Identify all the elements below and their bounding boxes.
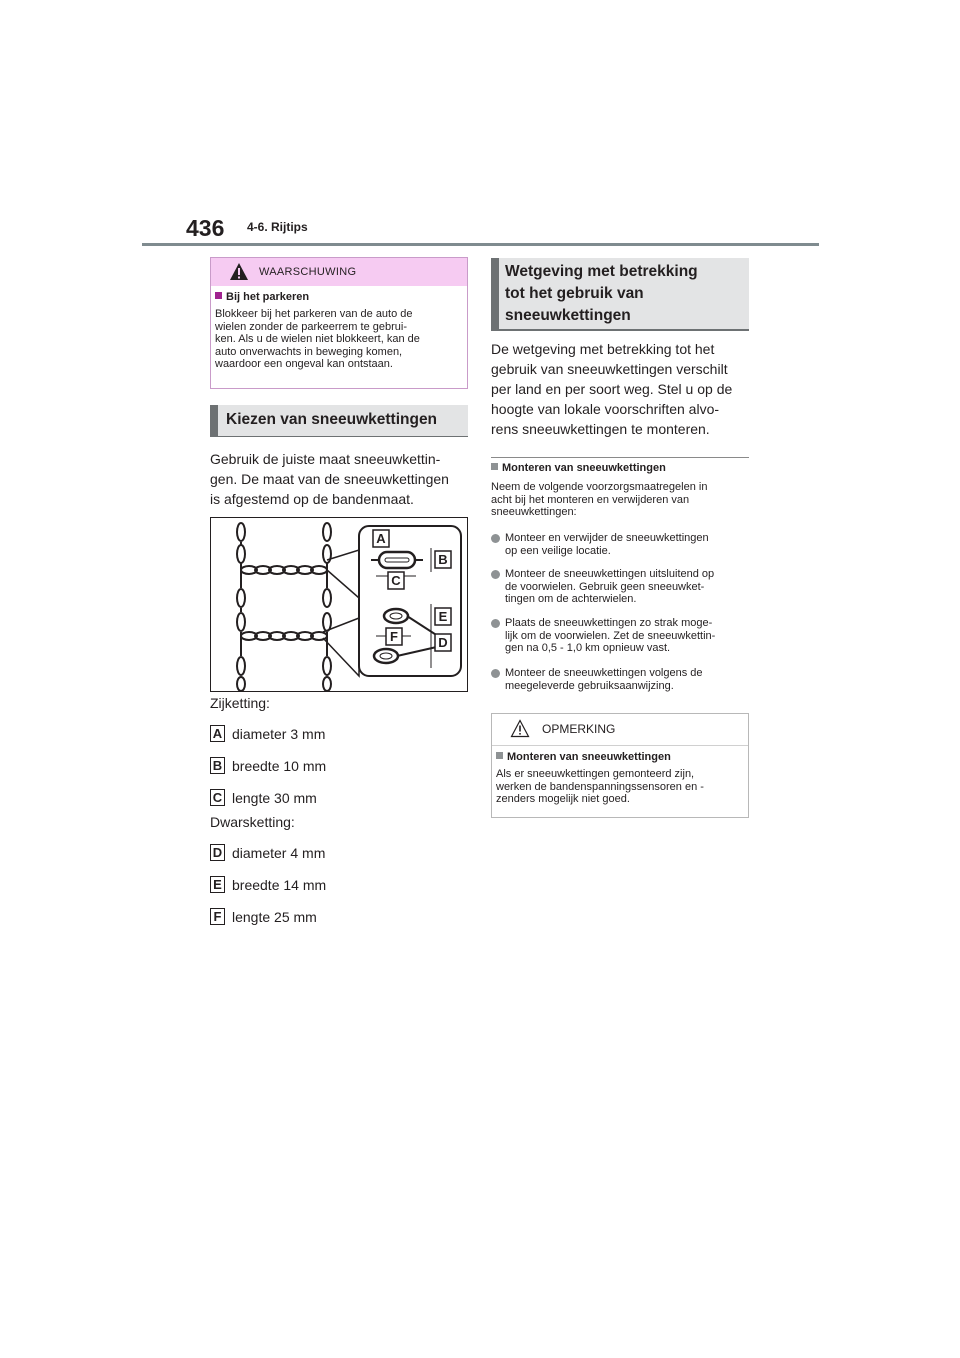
letter-box-a: A [210, 725, 225, 742]
list-item [491, 667, 753, 692]
warning-line: wielen zonder de parkeerrem te gebrui- [215, 320, 407, 333]
cross-chain-label: Dwarsketting: [210, 814, 295, 830]
legislation-paragraph [491, 339, 753, 439]
bullet-line: lijk om de voorwielen. Zet de sneeuwkettin- [505, 629, 716, 642]
figure-label-c: C [391, 573, 401, 588]
bullet-line: tingen om de achterwielen. [505, 593, 637, 605]
letter-box-c: C [210, 789, 225, 806]
header-rule [142, 243, 819, 246]
chain-size-paragraph [210, 449, 472, 509]
bullet-line: Monteer de sneeuwkettingen uitsluitend op [505, 568, 715, 580]
bullet-line: meegeleverde gebruiksaanwijzing. [505, 679, 674, 692]
note-subtitle: Monteren van sneeuwkettingen [507, 751, 671, 763]
letter-box-f: F [210, 908, 225, 925]
bullet-dot-icon [491, 669, 500, 678]
spec-text: diameter 4 mm [232, 845, 326, 861]
note-box [491, 713, 749, 818]
note-line: werken de bandenspanningssensoren en - [496, 780, 704, 793]
warning-subtitle: Bij het parkeren [226, 291, 310, 303]
paragraph-line: Gebruik de juiste maat sneeuwkettin- [210, 451, 441, 467]
letter-box-d: D [210, 844, 225, 861]
note-header [492, 714, 748, 746]
figure-label-b: B [438, 552, 448, 567]
intro-line: Neem de volgende voorzorgsmaatregelen in [491, 481, 708, 493]
paragraph-line: hoogte van lokale voorschriften alvo- [491, 401, 720, 417]
warning-title: WAARSCHUWING [259, 266, 357, 278]
heading-line: tot het gebruik van [505, 285, 644, 302]
paragraph-line: gen. De maat van de sneeuwkettingen [210, 471, 449, 487]
spec-text: breedte 14 mm [232, 877, 327, 893]
mounting-section [491, 462, 753, 519]
bullet-dot-icon [491, 619, 500, 628]
heading-legislation [491, 258, 749, 331]
side-chain-label: Zijketting: [210, 695, 270, 711]
bullet-dot-icon [491, 570, 500, 579]
heading-line: sneeuwkettingen [505, 307, 631, 324]
note-line: Als er sneeuwkettingen gemonteerd zijn, [496, 768, 695, 780]
warning-line: Blokkeer bij het parkeren van de auto de [215, 308, 413, 320]
figure-label-a: A [376, 531, 386, 546]
paragraph-line: per land en per soort weg. Stel u op de [491, 381, 733, 397]
warning-text [215, 308, 463, 371]
spec-text: breedte 10 mm [232, 758, 327, 774]
heading-line: Wetgeving met betrekking [505, 263, 698, 280]
mounting-subtitle-row [491, 462, 753, 474]
caution-outline-icon [510, 719, 530, 738]
warning-triangle-icon [229, 262, 249, 281]
square-bullet-icon [496, 752, 503, 759]
list-item [491, 568, 753, 606]
page-number: 436 [186, 215, 225, 241]
square-bullet-icon [215, 292, 222, 299]
cross-chain-bottom [241, 632, 327, 640]
bullet-line: Monteer de sneeuwkettingen volgens de [505, 667, 703, 679]
note-text [496, 768, 744, 806]
warning-line: waardoor een ongeval kan ontstaan. [215, 358, 393, 370]
mounting-intro [491, 481, 753, 519]
heading-chain-selection: Kiezen van sneeuwkettingen [210, 405, 468, 437]
warning-header [211, 258, 467, 286]
figure-label-d: D [438, 635, 448, 650]
intro-line: sneeuwkettingen: [491, 506, 577, 518]
list-item [491, 532, 753, 557]
snow-chain-figure [210, 517, 468, 692]
paragraph-line: gebruik van sneeuwkettingen verschilt [491, 361, 728, 377]
square-bullet-icon [491, 463, 498, 470]
bullet-dot-icon [491, 534, 500, 543]
figure-label-e: E [438, 609, 448, 624]
side-chain-left [237, 523, 245, 691]
divider [491, 457, 749, 458]
section-reference: 4-6. Rijtips [247, 220, 308, 234]
paragraph-line: De wetgeving met betrekking tot het [491, 341, 715, 357]
spec-text: lengte 25 mm [232, 909, 317, 925]
note-subtitle-row [496, 751, 744, 763]
bullet-line: Plaats de sneeuwkettingen zo strak moge- [505, 617, 713, 629]
warning-box [210, 257, 468, 389]
note-line: zenders mogelijk niet goed. [496, 793, 630, 805]
intro-line: acht bij het monteren en verwijderen van [491, 493, 690, 506]
letter-box-b: B [210, 757, 225, 774]
bullet-line: gen na 0,5 - 1,0 km opnieuw vast. [505, 642, 671, 654]
letter-box-e: E [210, 876, 225, 893]
spec-text: lengte 30 mm [232, 790, 317, 806]
list-item [491, 617, 753, 655]
figure-label-f: F [390, 629, 398, 644]
paragraph-line: is afgestemd op de bandenmaat. [210, 491, 414, 507]
bullet-line: de voorwielen. Gebruik geen sneeuwket- [505, 580, 705, 593]
warning-line: ken. Als u de wielen niet blokkeert, kan de [215, 333, 420, 345]
note-title: OPMERKING [542, 722, 616, 736]
bullet-line: op een veilige locatie. [505, 544, 611, 557]
side-chain-right [323, 523, 331, 691]
warning-line: auto onverwachts in beweging komen, [215, 345, 403, 358]
bullet-line: Monteer en verwijder de sneeuwkettingen [505, 532, 709, 544]
mounting-subtitle: Monteren van sneeuwkettingen [502, 462, 666, 474]
snow-chain-illustration [211, 518, 467, 691]
warning-subtitle-row [215, 291, 463, 303]
spec-text: diameter 3 mm [232, 726, 326, 742]
paragraph-line: rens sneeuwkettingen te monteren. [491, 421, 710, 437]
cross-chain-top [241, 566, 327, 574]
